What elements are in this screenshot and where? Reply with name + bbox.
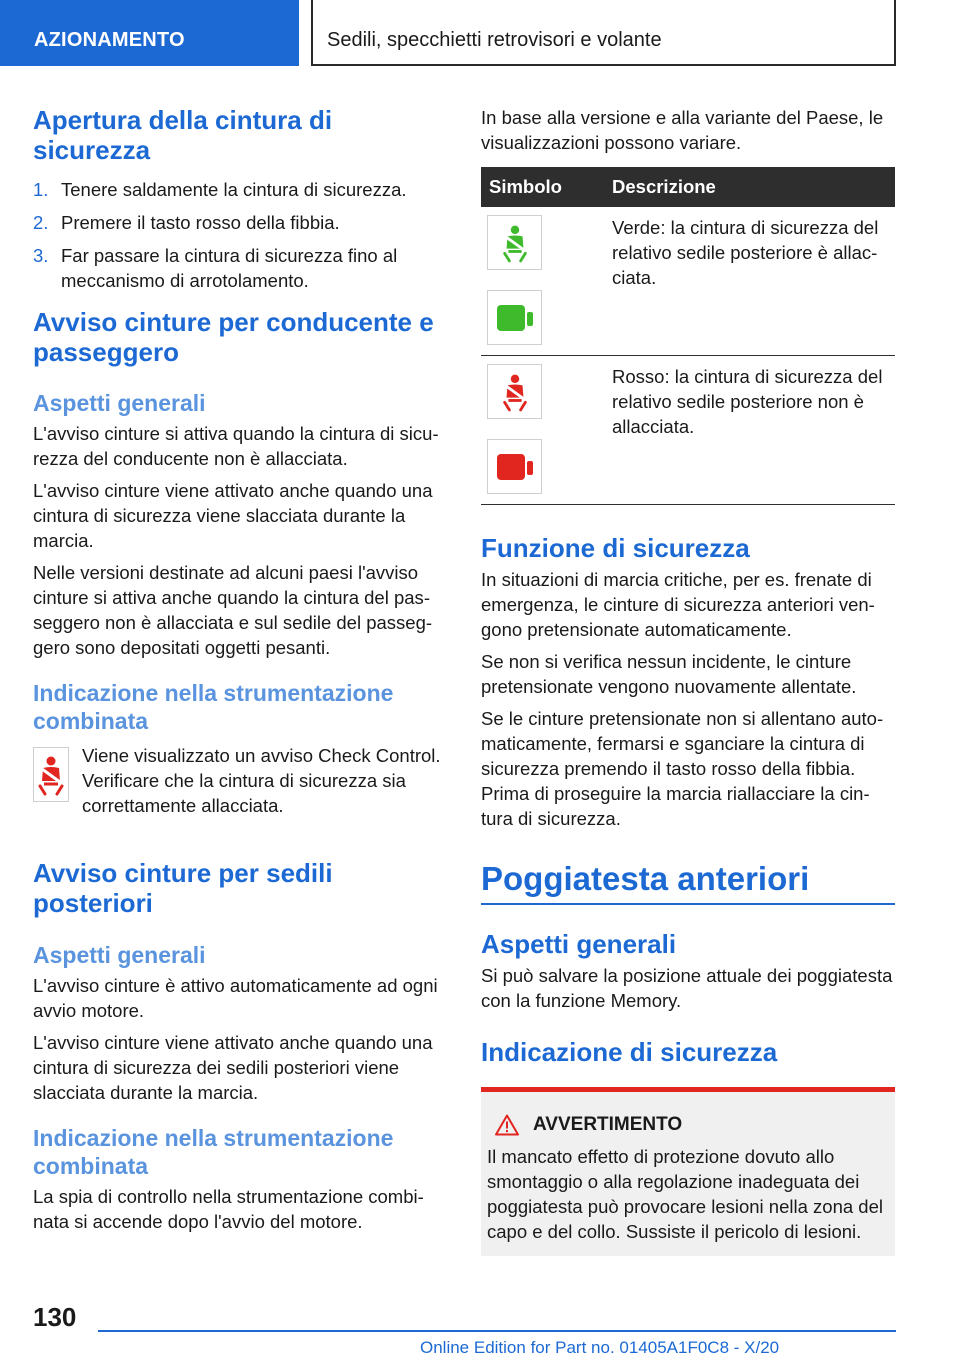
paragraph: Nelle versioni destinate ad alcuni paesi l'avviso cinture si attiva anche quando la cintura del passeggero non è allacciata e sul sedile del passeggero sono depositati oggetti pesanti.	[33, 562, 433, 658]
symbol-table	[481, 167, 895, 505]
column-header-description: Descrizione	[612, 176, 716, 197]
red-seatbelt-warning-icon	[33, 747, 69, 802]
heading-display-2: Indicazione nella strumentazione combinata	[33, 1125, 394, 1179]
step-text: Tenere saldamente la cintura di sicurezza.	[61, 179, 407, 200]
chapter-header	[311, 0, 896, 66]
list-item	[33, 210, 448, 235]
step-number: 3.	[33, 245, 49, 266]
warning-box	[481, 1087, 895, 1256]
heading-display-1: Indicazione nella strumentazione combinata	[33, 680, 394, 734]
paragraph-intro: In base alla versione e alla variante del Paese, le visualizzazioni possono variare.	[481, 107, 884, 153]
red-seatbelt-icon	[487, 364, 542, 419]
indicator-block	[33, 747, 448, 818]
heading-safety-function: Funzione di sicurezza	[481, 533, 750, 563]
table-row	[481, 356, 895, 505]
paragraph: Se non si verifica nessun incidente, le cinture pretensionate vengono nuovamente allentate.	[481, 651, 857, 697]
list-item	[33, 243, 448, 293]
paragraph: L'avviso cinture viene attivato anche quando una cintura di sicurezza dei sedili posteriori viene slacciata durante la marcia.	[33, 1032, 433, 1103]
column-header-symbol: Simbolo	[489, 176, 562, 197]
heading-belt-opening: Apertura della cintura di sicurezza	[33, 105, 333, 165]
green-seatbelt-icon	[487, 215, 542, 270]
warning-text: Il mancato effetto di protezione dovuto allo smontaggio o alla regolazione inadeguata dei poggiatesta può provocare lesioni nella zona del capo e del collo. Sussiste il pericolo di lesioni.	[487, 1146, 883, 1242]
steps-list	[33, 177, 448, 293]
paragraph: La spia di controllo nella strumentazione combinata si accende dopo l'avvio del motore.	[33, 1186, 424, 1232]
paragraph: Si può salvare la posizione attuale dei poggiatesta con la funzione Memory.	[481, 965, 893, 1011]
symbol-cell	[481, 356, 612, 504]
description-cell: Verde: la cintura di sicurezza del relativo sedile posteriore è allacciata.	[612, 217, 879, 288]
edition-text: Online Edition for Part no. 01405A1F0C8 - X/20	[420, 1338, 780, 1357]
paragraph: L'avviso cinture è attivo automaticamente ad ogni avvio motore.	[33, 975, 438, 1021]
red-seat-indicator-icon	[487, 439, 542, 494]
heading-front-headrests: Poggiatesta anteriori	[481, 860, 810, 897]
heading-rear-reminder: Avviso cinture per sedili posteriori	[33, 858, 333, 918]
heading-driver-reminder: Avviso cinture per conducente e passeggero	[33, 307, 434, 367]
paragraph: In situazioni di marcia critiche, per es. frenate di emergenza, le cinture di sicurezza anteriori vengono pretensionate automaticamente.	[481, 569, 875, 640]
heading-underline	[481, 903, 895, 905]
symbol-cell	[481, 207, 612, 355]
warning-triangle-icon	[495, 1114, 519, 1136]
step-number: 1.	[33, 179, 49, 200]
indicator-text: Viene visualizzato un avviso Check Control. Verificare che la cintura di sicurezza sia correttamente allacciata.	[82, 745, 441, 816]
heading-general-2: Aspetti generali	[33, 942, 206, 968]
heading-safety-note: Indicazione di sicurezza	[481, 1037, 778, 1067]
warning-title-row	[487, 1114, 885, 1136]
section-tab	[0, 0, 299, 66]
list-item	[33, 177, 448, 202]
section-title: AZIONAMENTO	[34, 29, 185, 51]
left-column	[33, 96, 448, 1234]
chapter-title: Sedili, specchietti retrovisori e volante	[327, 29, 662, 51]
step-text: Far passare la cintura di sicurezza fino al meccanismo di arrotolamento.	[61, 245, 398, 291]
warning-title: AVVERTIMENTO	[533, 1114, 683, 1135]
page-number: 130	[33, 1302, 77, 1332]
description-cell: Rosso: la cintura di sicurezza del relativo sedile posteriore non è allacciata.	[612, 366, 883, 437]
green-seat-indicator-icon	[487, 290, 542, 345]
right-column	[481, 96, 895, 1256]
heading-general-1: Aspetti generali	[33, 390, 206, 416]
table-row	[481, 207, 895, 356]
paragraph: Se le cinture pretensionate non si allentano automaticamente, fermarsi e sganciare la cintura di sicurezza premendo il tasto rosso della fibbia. Prima di proseguire la marcia riallacciare la cintura di sicurezza.	[481, 708, 884, 829]
footer-rule	[98, 1330, 896, 1332]
paragraph: L'avviso cinture viene attivato anche quando una cintura di sicurezza viene slacciata durante la marcia.	[33, 480, 433, 551]
step-text: Premere il tasto rosso della fibbia.	[61, 212, 340, 233]
heading-general-3: Aspetti generali	[481, 929, 677, 959]
paragraph: L'avviso cinture si attiva quando la cintura di sicurezza del conducente non è allacciata.	[33, 423, 439, 469]
step-number: 2.	[33, 212, 49, 233]
table-header	[481, 167, 895, 207]
